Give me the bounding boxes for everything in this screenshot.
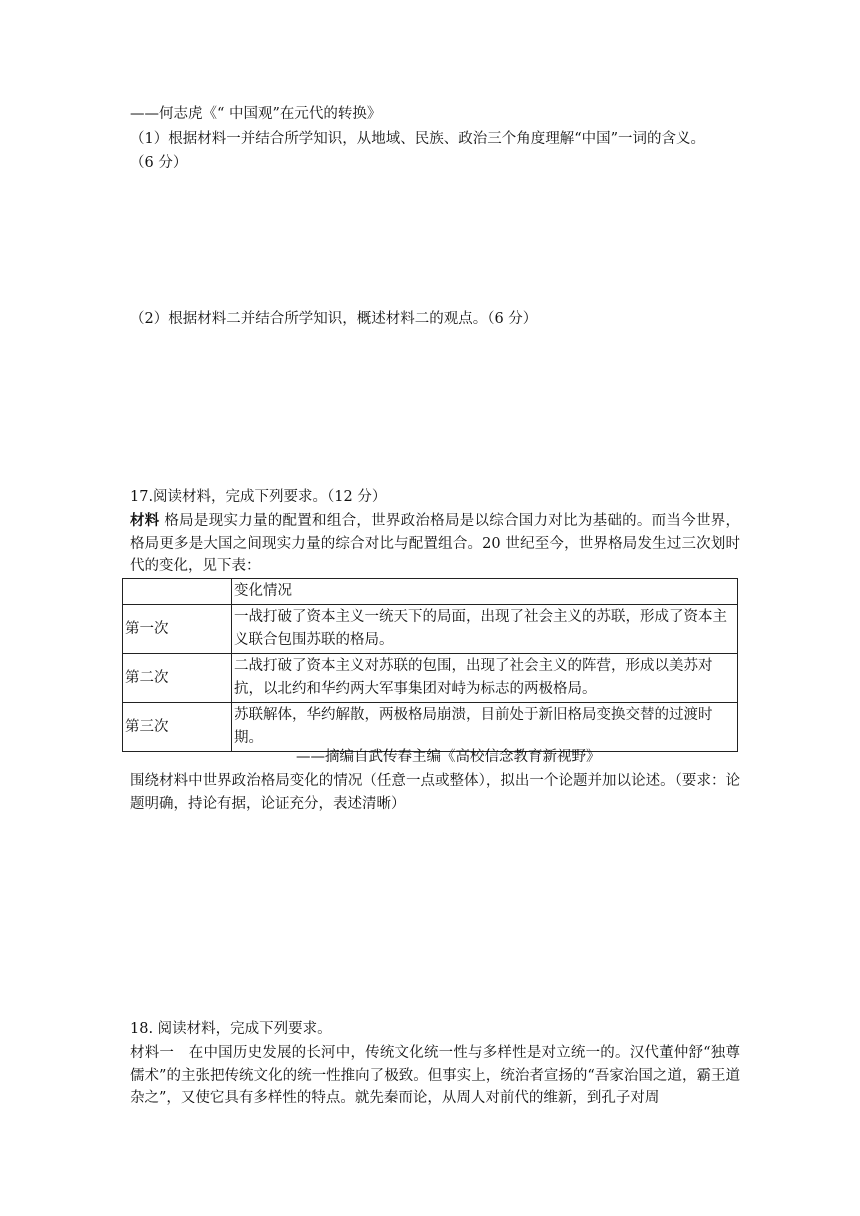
table-row: [123, 654, 738, 703]
q18-material: 材料一 在中国历史发展的长河中，传统文化统一性与多样性是对立统一的。汉代董仲舒“独尊儒术”的主张把传统文化的统一性推向了极致。但事实上，统治者宣扬的“吾家治国之道，霸王道杂之”，又使它具有多样性的特点。就先秦而论，从周人对前代的维新，到孔子对周: [130, 1045, 740, 1106]
question-1-line-2: （6 分）: [130, 155, 188, 171]
question-2: （2）根据材料二并结合所学知识，概述材料二的观点。（6 分）: [130, 311, 538, 327]
q17-material-label: 材料: [130, 512, 160, 529]
question-1-line-1: （1）根据材料一并结合所学知识，从地域、民族、政治三个角度理解“中国”一词的含义。: [130, 131, 706, 147]
table-header-row: [123, 579, 738, 605]
table-row-text: 一战打破了资本主义一统天下的局面，出现了社会主义的苏联，形成了资本主义联合包围苏联的格局。: [232, 605, 738, 654]
q17-task: 围绕材料中世界政治格局变化的情况（任意一点或整体），拟出一个论题并加以论述。（要求：论题明确，持论有据，论证充分，表述清晰）: [130, 773, 740, 812]
q17-source-citation: ——摘编自武传春主编《高校信念教育新视野》: [296, 749, 601, 765]
source-citation-1: ——何志虎《“ 中国观”在元代的转换》: [130, 106, 382, 122]
q17-title: 17.阅读材料，完成下列要求。（12 分）: [130, 489, 387, 505]
table-header-change: 变化情况: [232, 579, 738, 605]
q17-material: [130, 510, 740, 578]
table-header-empty: [123, 579, 232, 605]
table-row-label: 第一次: [123, 605, 232, 654]
q17-material-text: 格局是现实力量的配置和组合，世界政治格局是以综合国力对比为基础的。而当今世界，格局更多是大国之间现实力量的综合对比与配置组合。20 世纪至今，世界格局发生过三次划时代的变化，见下表：: [130, 513, 740, 574]
table-row-label: 第三次: [123, 703, 232, 752]
world-pattern-table: [122, 578, 738, 752]
table-row: [123, 703, 738, 752]
q18-title: 18. 阅读材料，完成下列要求。: [130, 1021, 332, 1037]
table-row: [123, 605, 738, 654]
table-row-text: 苏联解体，华约解散，两极格局崩溃，目前处于新旧格局变换交替的过渡时期。: [232, 703, 738, 752]
table-row-label: 第二次: [123, 654, 232, 703]
table-row-text: 二战打破了资本主义对苏联的包围，出现了社会主义的阵营，形成以美苏对抗，以北约和华约两大军事集团对峙为标志的两极格局。: [232, 654, 738, 703]
